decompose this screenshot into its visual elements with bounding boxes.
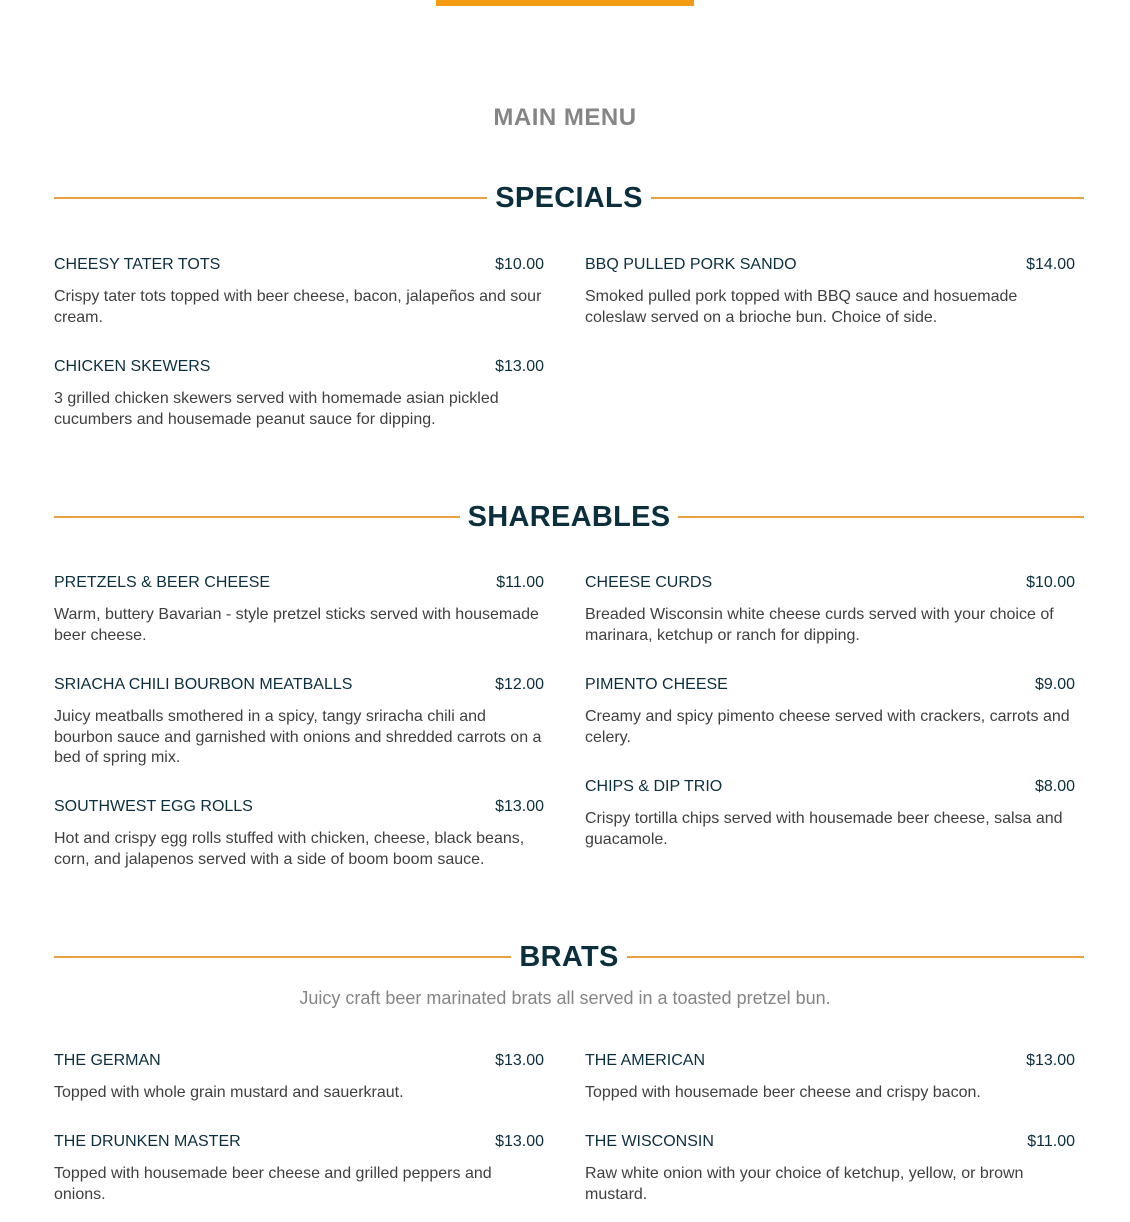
item-description: Raw white onion with your choice of ketchup, yellow, or brown mustard. [585, 1165, 1024, 1203]
section-title: SPECIALS [495, 182, 643, 214]
item-price: $13.00 [495, 798, 544, 815]
item-price: $8.00 [1034, 778, 1075, 795]
page-title: MAIN MENU [493, 104, 637, 131]
section-title: BRATS [519, 941, 619, 973]
item-description: Hot and crispy egg rolls stuffed with chicken, cheese, black beans, corn, and jalapenos served with a side of boom boom sauce. [54, 830, 525, 868]
item-name: THE AMERICAN [585, 1052, 706, 1069]
menu-item [585, 1133, 1075, 1205]
item-name: SRIACHA CHILI BOURBON MEATBALLS [54, 676, 353, 693]
menu-item [54, 574, 544, 646]
item-price: $10.00 [1026, 574, 1075, 591]
menu-item [585, 676, 1075, 748]
item-name: SOUTHWEST EGG ROLLS [54, 798, 253, 815]
menu-item [585, 778, 1075, 850]
item-price: $11.00 [496, 574, 544, 591]
divider-line [54, 516, 460, 518]
item-description: Crispy tater tots topped with beer cheese, bacon, jalapeños and sour cream. [54, 288, 542, 326]
item-name: CHEESY TATER TOTS [54, 256, 221, 273]
item-description: Topped with whole grain mustard and sauerkraut. [54, 1084, 404, 1101]
item-price: $13.00 [495, 1133, 544, 1150]
item-price: $11.00 [1027, 1133, 1075, 1150]
item-name: THE WISCONSIN [585, 1133, 714, 1150]
item-name: PRETZELS & BEER CHEESE [54, 574, 271, 591]
item-description: Juicy meatballs smothered in a spicy, tangy sriracha chili and bourbon sauce and garnished with onions and shredded carrots on a bed of spring mix. [54, 708, 542, 766]
item-price: $13.00 [1026, 1052, 1075, 1069]
item-price: $13.00 [495, 358, 544, 375]
divider-line [651, 197, 1084, 199]
section-subtitle: Juicy craft beer marinated brats all served in a toasted pretzel bun. [299, 988, 831, 1008]
menu-item [54, 1052, 544, 1104]
item-price: $13.00 [495, 1052, 544, 1069]
item-price: $12.00 [495, 676, 544, 693]
menu-item [585, 256, 1075, 328]
item-name: CHEESE CURDS [585, 574, 713, 591]
item-name: BBQ PULLED PORK SANDO [585, 256, 797, 273]
menu-item [54, 676, 544, 769]
item-description: Creamy and spicy pimento cheese served with crackers, carrots and celery. [585, 708, 1070, 746]
item-price: $14.00 [1026, 256, 1075, 273]
item-description: Breaded Wisconsin white cheese curds served with your choice of marinara, ketchup or ranch for dipping. [585, 606, 1054, 644]
item-price: $9.00 [1034, 676, 1075, 693]
item-description: Topped with housemade beer cheese and grilled peppers and onions. [54, 1165, 492, 1203]
item-description: Topped with housemade beer cheese and crispy bacon. [585, 1084, 981, 1101]
item-name: CHICKEN SKEWERS [54, 358, 211, 375]
divider-line [54, 956, 511, 958]
menu-item [54, 256, 544, 328]
top-accent-button[interactable] [436, 0, 694, 6]
menu-item [54, 798, 544, 870]
item-description: 3 grilled chicken skewers served with homemade asian pickled cucumbers and housemade peanut sauce for dipping. [54, 390, 499, 428]
divider-line [678, 516, 1084, 518]
item-description: Crispy tortilla chips served with housemade beer cheese, salsa and guacamole. [585, 810, 1063, 848]
item-description: Warm, buttery Bavarian - style pretzel sticks served with housemade beer cheese. [54, 606, 539, 644]
item-description: Smoked pulled pork topped with BBQ sauce and hosuemade coleslaw served on a brioche bun. Choice of side. [585, 288, 1018, 326]
item-name: CHIPS & DIP TRIO [585, 778, 723, 795]
item-name: THE DRUNKEN MASTER [54, 1133, 241, 1150]
divider-line [54, 197, 487, 199]
item-name: PIMENTO CHEESE [585, 676, 728, 693]
item-name: THE GERMAN [54, 1052, 161, 1069]
section-heading-brats [54, 937, 1084, 977]
section-heading-specials [54, 178, 1084, 218]
menu-item [585, 574, 1075, 646]
menu-item [585, 1052, 1075, 1104]
item-price: $10.00 [495, 256, 544, 273]
section-title: SHAREABLES [467, 501, 671, 533]
menu-item [54, 358, 544, 430]
section-heading-shareables [54, 497, 1084, 537]
menu-item [54, 1133, 544, 1205]
divider-line [627, 956, 1084, 958]
